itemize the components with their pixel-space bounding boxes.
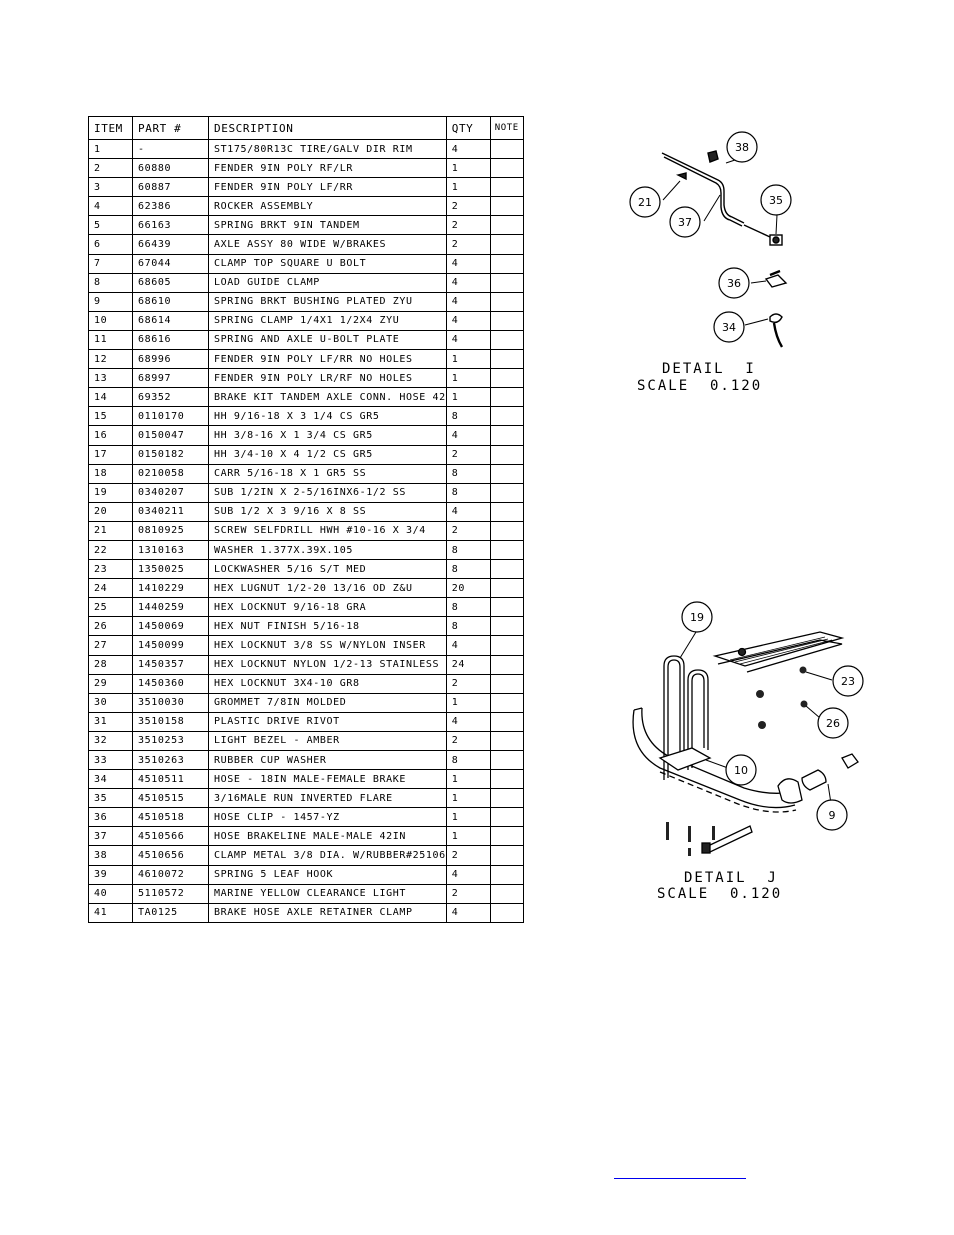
cell-description: SPRING BRKT BUSHING PLATED ZYU	[209, 292, 447, 311]
cell-part-number: 4510518	[133, 808, 209, 827]
cell-part-number: 3510253	[133, 731, 209, 750]
cell-item: 2	[89, 159, 133, 178]
cell-part-number: 1450360	[133, 674, 209, 693]
cell-description: AXLE ASSY 80 WIDE W/BRAKES	[209, 235, 447, 254]
cell-description: HOSE CLIP - 1457-YZ	[209, 808, 447, 827]
table-row	[89, 369, 524, 388]
table-row	[89, 483, 524, 502]
cell-qty: 1	[446, 693, 490, 712]
cell-part-number: 3510030	[133, 693, 209, 712]
table-row	[89, 674, 524, 693]
table-row	[89, 216, 524, 235]
cell-part-number: 4510511	[133, 770, 209, 789]
table-row	[89, 502, 524, 521]
table-row	[89, 789, 524, 808]
cell-qty: 4	[446, 330, 490, 349]
cell-note	[490, 655, 523, 674]
cell-note	[490, 789, 523, 808]
cell-item: 4	[89, 197, 133, 216]
cell-qty: 4	[446, 903, 490, 922]
cell-item: 9	[89, 292, 133, 311]
table-row	[89, 273, 524, 292]
cell-note	[490, 254, 523, 273]
cell-part-number: -	[133, 140, 209, 159]
table-row	[89, 560, 524, 579]
cell-item: 6	[89, 235, 133, 254]
cell-qty: 1	[446, 350, 490, 369]
cell-note	[490, 216, 523, 235]
detail-i-title: DETAIL I	[662, 361, 756, 377]
cell-part-number: 4510656	[133, 846, 209, 865]
cell-part-number: 0150182	[133, 445, 209, 464]
table-row	[89, 426, 524, 445]
cell-part-number: 67044	[133, 254, 209, 273]
cell-note	[490, 197, 523, 216]
cell-note	[490, 273, 523, 292]
cell-note	[490, 731, 523, 750]
cell-item: 29	[89, 674, 133, 693]
cell-description: HEX NUT FINISH 5/16-18	[209, 617, 447, 636]
col-header-note: NOTE	[490, 117, 523, 140]
cell-note	[490, 140, 523, 159]
footer-link[interactable]	[614, 1176, 746, 1179]
cell-qty: 8	[446, 560, 490, 579]
table-row	[89, 655, 524, 674]
callout-label: 34	[722, 321, 736, 334]
table-row	[89, 159, 524, 178]
cell-note	[490, 751, 523, 770]
cell-qty: 8	[446, 464, 490, 483]
cell-qty: 8	[446, 540, 490, 559]
table-row	[89, 636, 524, 655]
cell-description: SPRING BRKT 9IN TANDEM	[209, 216, 447, 235]
cell-part-number: 66163	[133, 216, 209, 235]
cell-part-number: 68616	[133, 330, 209, 349]
cell-note	[490, 159, 523, 178]
table-row	[89, 808, 524, 827]
table-row	[89, 827, 524, 846]
cell-qty: 8	[446, 598, 490, 617]
cell-note	[490, 846, 523, 865]
cell-item: 8	[89, 273, 133, 292]
cell-qty: 2	[446, 674, 490, 693]
col-header-description: DESCRIPTION	[209, 117, 447, 140]
cell-item: 27	[89, 636, 133, 655]
cell-part-number: 1350025	[133, 560, 209, 579]
cell-item: 38	[89, 846, 133, 865]
cell-note	[490, 674, 523, 693]
cell-description: CLAMP METAL 3/8 DIA. W/RUBBER#25106	[209, 846, 447, 865]
cell-description: CARR 5/16-18 X 1 GR5 SS	[209, 464, 447, 483]
cell-note	[490, 884, 523, 903]
cell-qty: 4	[446, 254, 490, 273]
table-row	[89, 693, 524, 712]
cell-note	[490, 540, 523, 559]
cell-item: 40	[89, 884, 133, 903]
cell-item: 26	[89, 617, 133, 636]
cell-part-number: 4510566	[133, 827, 209, 846]
cell-part-number: 0210058	[133, 464, 209, 483]
col-header-item: ITEM	[89, 117, 133, 140]
cell-description: SUB 1/2IN X 2-5/16INX6-1/2 SS	[209, 483, 447, 502]
table-row	[89, 521, 524, 540]
callout-label: 23	[841, 675, 855, 688]
callout-label: 36	[727, 277, 741, 290]
cell-item: 14	[89, 388, 133, 407]
cell-item: 35	[89, 789, 133, 808]
cell-description: FENDER 9IN POLY LR/RF NO HOLES	[209, 369, 447, 388]
cell-item: 31	[89, 712, 133, 731]
table-row	[89, 330, 524, 349]
cell-part-number: 69352	[133, 388, 209, 407]
cell-description: FENDER 9IN POLY LF/RR	[209, 178, 447, 197]
table-body	[89, 140, 524, 923]
cell-description: HEX LOCKNUT NYLON 1/2-13 STAINLESS	[209, 655, 447, 674]
cell-note	[490, 235, 523, 254]
cell-qty: 4	[446, 712, 490, 731]
cell-part-number: 68605	[133, 273, 209, 292]
callout-label: 35	[769, 194, 783, 207]
cell-part-number: 66439	[133, 235, 209, 254]
cell-description: HEX LUGNUT 1/2-20 13/16 OD Z&U	[209, 579, 447, 598]
cell-description: LOAD GUIDE CLAMP	[209, 273, 447, 292]
cell-qty: 4	[446, 292, 490, 311]
cell-item: 21	[89, 521, 133, 540]
cell-qty: 2	[446, 521, 490, 540]
cell-qty: 8	[446, 617, 490, 636]
cell-qty: 24	[446, 655, 490, 674]
cell-item: 24	[89, 579, 133, 598]
cell-note	[490, 426, 523, 445]
col-header-qty: QTY	[446, 117, 490, 140]
cell-qty: 1	[446, 770, 490, 789]
cell-part-number: 0110170	[133, 407, 209, 426]
detail-j-drawing	[620, 600, 870, 870]
cell-description: SUB 1/2 X 3 9/16 X 8 SS	[209, 502, 447, 521]
cell-qty: 1	[446, 159, 490, 178]
cell-part-number: 1410229	[133, 579, 209, 598]
table-row	[89, 770, 524, 789]
cell-note	[490, 369, 523, 388]
cell-item: 32	[89, 731, 133, 750]
cell-note	[490, 636, 523, 655]
cell-qty: 1	[446, 369, 490, 388]
cell-description: WASHER 1.377X.39X.105	[209, 540, 447, 559]
cell-description: SCREW SELFDRILL HWH #10-16 X 3/4	[209, 521, 447, 540]
table-row	[89, 292, 524, 311]
cell-part-number: 68610	[133, 292, 209, 311]
cell-note	[490, 407, 523, 426]
cell-part-number: 1450069	[133, 617, 209, 636]
cell-qty: 2	[446, 884, 490, 903]
cell-note	[490, 311, 523, 330]
detail-i-balloons	[630, 132, 791, 342]
cell-item: 39	[89, 865, 133, 884]
cell-part-number: 0340211	[133, 502, 209, 521]
cell-note	[490, 827, 523, 846]
cell-note	[490, 598, 523, 617]
table-row	[89, 464, 524, 483]
cell-note	[490, 178, 523, 197]
cell-item: 18	[89, 464, 133, 483]
table-row	[89, 140, 524, 159]
callout-label: 26	[826, 717, 840, 730]
table-row	[89, 235, 524, 254]
cell-note	[490, 617, 523, 636]
table-row	[89, 178, 524, 197]
callout-label: 19	[690, 611, 704, 624]
cell-item: 3	[89, 178, 133, 197]
cell-item: 36	[89, 808, 133, 827]
cell-description: HH 3/8-16 X 1 3/4 CS GR5	[209, 426, 447, 445]
cell-note	[490, 712, 523, 731]
cell-description: HEX LOCKNUT 3/8 SS W/NYLON INSER	[209, 636, 447, 655]
cell-item: 28	[89, 655, 133, 674]
table-row	[89, 865, 524, 884]
cell-qty: 4	[446, 865, 490, 884]
callout-label: 10	[734, 764, 748, 777]
cell-item: 5	[89, 216, 133, 235]
cell-description: ST175/80R13C TIRE/GALV DIR RIM	[209, 140, 447, 159]
cell-item: 11	[89, 330, 133, 349]
table-row	[89, 445, 524, 464]
cell-part-number: 68996	[133, 350, 209, 369]
cell-item: 17	[89, 445, 133, 464]
cell-item: 41	[89, 903, 133, 922]
cell-qty: 1	[446, 827, 490, 846]
cell-item: 34	[89, 770, 133, 789]
cell-part-number: 62386	[133, 197, 209, 216]
cell-description: LOCKWASHER 5/16 S/T MED	[209, 560, 447, 579]
cell-note	[490, 521, 523, 540]
cell-item: 16	[89, 426, 133, 445]
cell-description: SPRING 5 LEAF HOOK	[209, 865, 447, 884]
cell-item: 10	[89, 311, 133, 330]
cell-description: RUBBER CUP WASHER	[209, 751, 447, 770]
table-row	[89, 540, 524, 559]
cell-qty: 4	[446, 426, 490, 445]
cell-part-number: 0340207	[133, 483, 209, 502]
cell-part-number: 3510263	[133, 751, 209, 770]
cell-item: 37	[89, 827, 133, 846]
cell-qty: 2	[446, 235, 490, 254]
cell-description: PLASTIC DRIVE RIVOT	[209, 712, 447, 731]
cell-qty: 2	[446, 445, 490, 464]
table-row	[89, 311, 524, 330]
cell-description: CLAMP TOP SQUARE U BOLT	[209, 254, 447, 273]
cell-part-number: 5110572	[133, 884, 209, 903]
table-row	[89, 388, 524, 407]
callout-label: 9	[828, 809, 836, 822]
cell-qty: 8	[446, 751, 490, 770]
cell-part-number: 4510515	[133, 789, 209, 808]
table-row	[89, 712, 524, 731]
cell-qty: 4	[446, 636, 490, 655]
cell-note	[490, 560, 523, 579]
cell-qty: 2	[446, 731, 490, 750]
cell-item: 12	[89, 350, 133, 369]
cell-note	[490, 330, 523, 349]
cell-qty: 1	[446, 789, 490, 808]
cell-part-number: 3510158	[133, 712, 209, 731]
cell-description: MARINE YELLOW CLEARANCE LIGHT	[209, 884, 447, 903]
cell-description: LIGHT BEZEL - AMBER	[209, 731, 447, 750]
cell-part-number: 60887	[133, 178, 209, 197]
cell-description: HH 9/16-18 X 3 1/4 CS GR5	[209, 407, 447, 426]
cell-description: HEX LOCKNUT 3X4-10 GR8	[209, 674, 447, 693]
cell-note	[490, 388, 523, 407]
callout-label: 38	[735, 141, 749, 154]
table-row	[89, 617, 524, 636]
cell-qty: 8	[446, 407, 490, 426]
col-header-part: PART #	[133, 117, 209, 140]
cell-item: 13	[89, 369, 133, 388]
table-header-row	[89, 117, 524, 140]
cell-item: 7	[89, 254, 133, 273]
cell-note	[490, 865, 523, 884]
table-row	[89, 846, 524, 865]
cell-part-number: 1440259	[133, 598, 209, 617]
cell-qty: 4	[446, 273, 490, 292]
table-row	[89, 197, 524, 216]
cell-description: BRAKE KIT TANDEM AXLE CONN. HOSE 42	[209, 388, 447, 407]
cell-item: 15	[89, 407, 133, 426]
cell-description: SPRING AND AXLE U-BOLT PLATE	[209, 330, 447, 349]
cell-note	[490, 808, 523, 827]
cell-qty: 1	[446, 178, 490, 197]
cell-description: BRAKE HOSE AXLE RETAINER CLAMP	[209, 903, 447, 922]
cell-item: 20	[89, 502, 133, 521]
cell-qty: 1	[446, 808, 490, 827]
callout-label: 37	[678, 216, 692, 229]
cell-qty: 4	[446, 311, 490, 330]
cell-item: 19	[89, 483, 133, 502]
cell-part-number: 1450099	[133, 636, 209, 655]
cell-item: 33	[89, 751, 133, 770]
table-row	[89, 254, 524, 273]
detail-j-scale: SCALE 0.120	[657, 886, 783, 902]
cell-description: HH 3/4-10 X 4 1/2 CS GR5	[209, 445, 447, 464]
cell-note	[490, 292, 523, 311]
detail-i-scale: SCALE 0.120	[637, 378, 763, 394]
cell-part-number: 60880	[133, 159, 209, 178]
cell-note	[490, 903, 523, 922]
cell-item: 23	[89, 560, 133, 579]
callout-label: 21	[638, 196, 652, 209]
cell-note	[490, 350, 523, 369]
cell-description: 3/16MALE RUN INVERTED FLARE	[209, 789, 447, 808]
table-row	[89, 579, 524, 598]
cell-description: SPRING CLAMP 1/4X1 1/2X4 ZYU	[209, 311, 447, 330]
cell-qty: 20	[446, 579, 490, 598]
detail-j-title: DETAIL J	[684, 870, 778, 886]
cell-qty: 8	[446, 483, 490, 502]
cell-qty: 2	[446, 197, 490, 216]
parts-list-table	[88, 116, 524, 923]
table-row	[89, 731, 524, 750]
cell-qty: 2	[446, 846, 490, 865]
cell-item: 22	[89, 540, 133, 559]
cell-description: FENDER 9IN POLY RF/LR	[209, 159, 447, 178]
cell-qty: 4	[446, 140, 490, 159]
cell-part-number: 0150047	[133, 426, 209, 445]
cell-part-number: TA0125	[133, 903, 209, 922]
cell-note	[490, 770, 523, 789]
table-row	[89, 751, 524, 770]
cell-description: GROMMET 7/8IN MOLDED	[209, 693, 447, 712]
cell-note	[490, 464, 523, 483]
detail-i-drawing	[620, 125, 800, 355]
cell-item: 1	[89, 140, 133, 159]
cell-part-number: 1310163	[133, 540, 209, 559]
cell-item: 30	[89, 693, 133, 712]
cell-note	[490, 693, 523, 712]
cell-qty: 1	[446, 388, 490, 407]
cell-note	[490, 579, 523, 598]
cell-part-number: 1450357	[133, 655, 209, 674]
cell-part-number: 0810925	[133, 521, 209, 540]
table-row	[89, 884, 524, 903]
table-row	[89, 407, 524, 426]
cell-note	[490, 483, 523, 502]
table-row	[89, 903, 524, 922]
cell-description: HOSE BRAKELINE MALE-MALE 42IN	[209, 827, 447, 846]
cell-part-number: 4610072	[133, 865, 209, 884]
table-row	[89, 598, 524, 617]
cell-description: HOSE - 18IN MALE-FEMALE BRAKE	[209, 770, 447, 789]
cell-description: ROCKER ASSEMBLY	[209, 197, 447, 216]
table-row	[89, 350, 524, 369]
cell-qty: 4	[446, 502, 490, 521]
cell-description: HEX LOCKNUT 9/16-18 GRA	[209, 598, 447, 617]
cell-description: FENDER 9IN POLY LF/RR NO HOLES	[209, 350, 447, 369]
cell-item: 25	[89, 598, 133, 617]
cell-part-number: 68997	[133, 369, 209, 388]
cell-part-number: 68614	[133, 311, 209, 330]
cell-note	[490, 502, 523, 521]
cell-qty: 2	[446, 216, 490, 235]
cell-note	[490, 445, 523, 464]
